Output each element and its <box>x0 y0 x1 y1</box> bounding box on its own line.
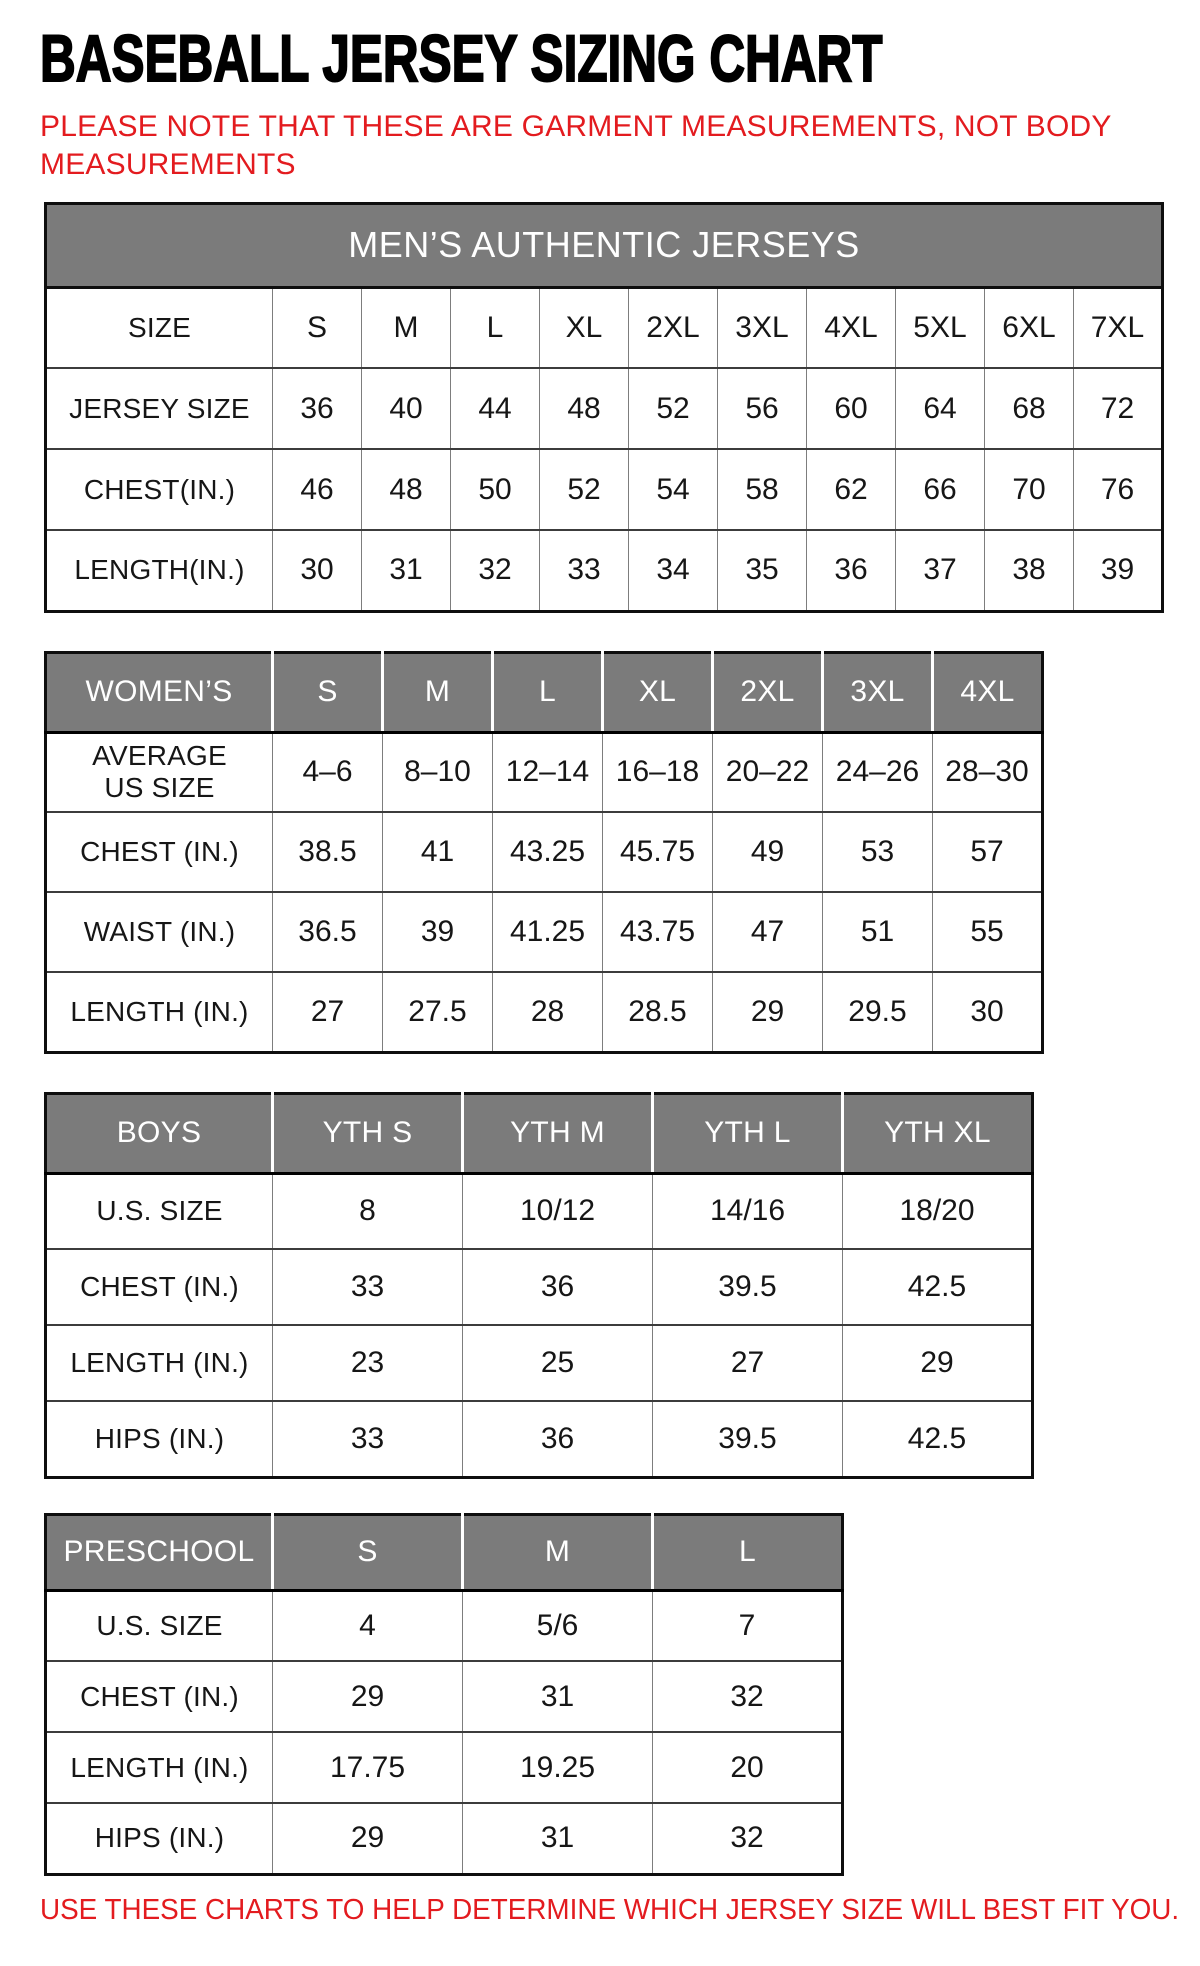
size-value-cell: 62 <box>807 449 896 530</box>
row-label-cell: CHEST(IN.) <box>46 449 273 530</box>
size-value-cell: 8–10 <box>383 732 493 812</box>
size-value-cell: 64 <box>896 368 985 449</box>
size-value-cell: 32 <box>653 1661 843 1732</box>
size-value-cell: 32 <box>451 530 540 611</box>
footer-note: USE THESE CHARTS TO HELP DETERMINE WHICH JERSEY SIZE WILL BEST FIT YOU. <box>40 1893 1180 1926</box>
size-value-cell: 58 <box>718 449 807 530</box>
size-column-header: S <box>273 1514 463 1590</box>
table-row <box>46 1401 1033 1477</box>
size-value-cell: M <box>362 287 451 368</box>
size-value-cell: 37 <box>896 530 985 611</box>
size-value-cell: 2XL <box>629 287 718 368</box>
size-value-cell: 25 <box>463 1325 653 1401</box>
size-value-cell: L <box>451 287 540 368</box>
size-value-cell: 34 <box>629 530 718 611</box>
size-value-cell: 66 <box>896 449 985 530</box>
table-row <box>46 449 1163 530</box>
size-value-cell: 28 <box>493 972 603 1052</box>
size-value-cell: 29 <box>273 1661 463 1732</box>
size-value-cell: 29 <box>273 1803 463 1874</box>
table-row <box>46 530 1163 611</box>
size-value-cell: 6XL <box>985 287 1074 368</box>
size-column-header: L <box>653 1514 843 1590</box>
row-label-cell: CHEST (IN.) <box>46 1661 273 1732</box>
size-value-cell: 47 <box>713 892 823 972</box>
row-label-cell: U.S. SIZE <box>46 1590 273 1661</box>
size-value-cell: 33 <box>273 1249 463 1325</box>
size-value-cell: 32 <box>653 1803 843 1874</box>
size-value-cell: 53 <box>823 812 933 892</box>
row-label-cell: U.S. SIZE <box>46 1173 273 1249</box>
size-value-cell: 29 <box>713 972 823 1052</box>
size-value-cell: 38.5 <box>273 812 383 892</box>
table-row <box>46 1590 843 1661</box>
size-column-header: M <box>463 1514 653 1590</box>
size-value-cell: 17.75 <box>273 1732 463 1803</box>
row-label-line: AVERAGE <box>92 740 227 772</box>
size-value-cell: 45.75 <box>603 812 713 892</box>
size-column-header: 3XL <box>823 652 933 732</box>
size-value-cell: 43.75 <box>603 892 713 972</box>
row-label-line: US SIZE <box>104 772 215 804</box>
size-value-cell: 19.25 <box>463 1732 653 1803</box>
table-row <box>46 812 1043 892</box>
row-label-cell: WAIST (IN.) <box>46 892 273 972</box>
size-value-cell: 28–30 <box>933 732 1043 812</box>
size-value-cell: 30 <box>933 972 1043 1052</box>
size-value-cell: 29.5 <box>823 972 933 1052</box>
size-value-cell: 38 <box>985 530 1074 611</box>
row-label-cell: LENGTH (IN.) <box>46 972 273 1052</box>
size-value-cell: 52 <box>629 368 718 449</box>
row-label-cell: LENGTH (IN.) <box>46 1325 273 1401</box>
size-value-cell: 57 <box>933 812 1043 892</box>
size-column-header: 2XL <box>713 652 823 732</box>
size-value-cell: 31 <box>362 530 451 611</box>
size-value-cell: 33 <box>540 530 629 611</box>
table-row <box>46 892 1043 972</box>
size-value-cell: 33 <box>273 1401 463 1477</box>
size-value-cell: 52 <box>540 449 629 530</box>
size-value-cell: 20 <box>653 1732 843 1803</box>
mens-table-banner: MEN’S AUTHENTIC JERSEYS <box>46 203 1163 287</box>
size-value-cell: 42.5 <box>843 1249 1033 1325</box>
preschool-header-label: PRESCHOOL <box>46 1514 273 1590</box>
size-value-cell: 36 <box>807 530 896 611</box>
womens-header-label: WOMEN’S <box>46 652 273 732</box>
size-value-cell: 48 <box>540 368 629 449</box>
womens-sizing-table <box>44 651 1044 1054</box>
size-value-cell: 36 <box>463 1249 653 1325</box>
row-label-cell: SIZE <box>46 287 273 368</box>
size-value-cell: 27.5 <box>383 972 493 1052</box>
size-value-cell: 27 <box>653 1325 843 1401</box>
size-value-cell: 49 <box>713 812 823 892</box>
size-value-cell: 12–14 <box>493 732 603 812</box>
size-value-cell: 55 <box>933 892 1043 972</box>
garment-measurements-note <box>40 108 1200 184</box>
size-value-cell: 68 <box>985 368 1074 449</box>
size-value-cell: 76 <box>1074 449 1163 530</box>
size-value-cell: 4 <box>273 1590 463 1661</box>
size-value-cell: 24–26 <box>823 732 933 812</box>
table-row <box>46 368 1163 449</box>
size-value-cell: 36.5 <box>273 892 383 972</box>
size-value-cell: 54 <box>629 449 718 530</box>
size-value-cell: 36 <box>463 1401 653 1477</box>
size-value-cell: 43.25 <box>493 812 603 892</box>
table-row <box>46 1173 1033 1249</box>
size-column-header: 4XL <box>933 652 1043 732</box>
size-column-header: M <box>383 652 493 732</box>
size-value-cell: 50 <box>451 449 540 530</box>
size-value-cell: 40 <box>362 368 451 449</box>
size-column-header: YTH S <box>273 1093 463 1173</box>
size-value-cell: 41 <box>383 812 493 892</box>
size-value-cell: 5XL <box>896 287 985 368</box>
size-value-cell: 41.25 <box>493 892 603 972</box>
size-value-cell: 72 <box>1074 368 1163 449</box>
size-value-cell: 36 <box>273 368 362 449</box>
size-value-cell: 20–22 <box>713 732 823 812</box>
size-value-cell: 39.5 <box>653 1249 843 1325</box>
size-value-cell: 70 <box>985 449 1074 530</box>
size-value-cell: 39 <box>383 892 493 972</box>
row-label-cell: LENGTH(IN.) <box>46 530 273 611</box>
size-value-cell: 56 <box>718 368 807 449</box>
mens-sizing-table <box>44 202 1164 613</box>
size-value-cell: 3XL <box>718 287 807 368</box>
row-label-cell <box>46 732 273 812</box>
note-line: MEASUREMENTS <box>40 147 296 181</box>
size-value-cell: 16–18 <box>603 732 713 812</box>
size-value-cell: 51 <box>823 892 933 972</box>
size-value-cell: S <box>273 287 362 368</box>
size-value-cell: 48 <box>362 449 451 530</box>
size-value-cell: 39.5 <box>653 1401 843 1477</box>
size-value-cell: 31 <box>463 1661 653 1732</box>
size-column-header: L <box>493 652 603 732</box>
size-value-cell: 8 <box>273 1173 463 1249</box>
boys-header-label: BOYS <box>46 1093 273 1173</box>
size-value-cell: 18/20 <box>843 1173 1033 1249</box>
size-value-cell: 46 <box>273 449 362 530</box>
size-column-header: S <box>273 652 383 732</box>
size-value-cell: 28.5 <box>603 972 713 1052</box>
size-value-cell: 23 <box>273 1325 463 1401</box>
size-column-header: XL <box>603 652 713 732</box>
row-label-cell: JERSEY SIZE <box>46 368 273 449</box>
size-column-header: YTH XL <box>843 1093 1033 1173</box>
size-value-cell: 7 <box>653 1590 843 1661</box>
size-value-cell: 60 <box>807 368 896 449</box>
row-label-cell: CHEST (IN.) <box>46 812 273 892</box>
boys-sizing-table <box>44 1092 1034 1479</box>
table-row <box>46 1732 843 1803</box>
size-column-header: YTH M <box>463 1093 653 1173</box>
size-value-cell: 14/16 <box>653 1173 843 1249</box>
size-value-cell: 5/6 <box>463 1590 653 1661</box>
size-column-header: YTH L <box>653 1093 843 1173</box>
row-label-cell: LENGTH (IN.) <box>46 1732 273 1803</box>
table-row <box>46 732 1043 812</box>
table-row <box>46 972 1043 1052</box>
table-row <box>46 1249 1033 1325</box>
size-value-cell: 39 <box>1074 530 1163 611</box>
note-line: PLEASE NOTE THAT THESE ARE GARMENT MEASUREMENTS, NOT BODY <box>40 109 1112 143</box>
size-value-cell: 42.5 <box>843 1401 1033 1477</box>
preschool-sizing-table <box>44 1513 844 1876</box>
row-label-cell: HIPS (IN.) <box>46 1401 273 1477</box>
size-value-cell: 27 <box>273 972 383 1052</box>
table-row <box>46 1661 843 1732</box>
table-row <box>46 287 1163 368</box>
size-value-cell: 4XL <box>807 287 896 368</box>
row-label-cell: CHEST (IN.) <box>46 1249 273 1325</box>
size-value-cell: XL <box>540 287 629 368</box>
size-value-cell: 29 <box>843 1325 1033 1401</box>
size-value-cell: 7XL <box>1074 287 1163 368</box>
size-value-cell: 44 <box>451 368 540 449</box>
row-label-cell: HIPS (IN.) <box>46 1803 273 1874</box>
size-value-cell: 10/12 <box>463 1173 653 1249</box>
table-row <box>46 1325 1033 1401</box>
size-value-cell: 35 <box>718 530 807 611</box>
table-row <box>46 1803 843 1874</box>
size-value-cell: 4–6 <box>273 732 383 812</box>
page-title: BASEBALL JERSEY SIZING CHART <box>40 21 883 95</box>
size-value-cell: 30 <box>273 530 362 611</box>
size-value-cell: 31 <box>463 1803 653 1874</box>
